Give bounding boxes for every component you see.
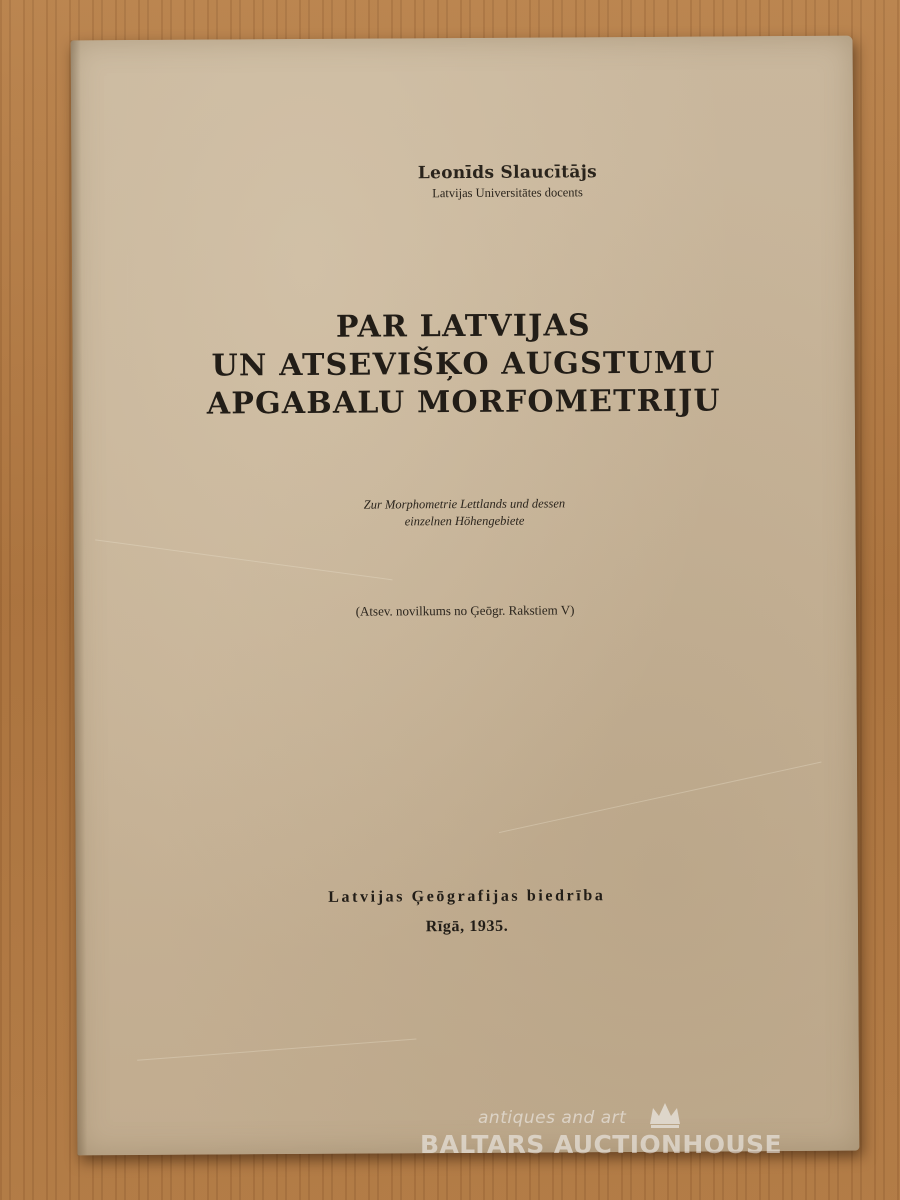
main-title-line: APGABALU MORFOMETRIJU [206,383,721,422]
offprint-note: (Atsev. novilkums no Ģeōgr. Rakstiem V) [355,602,575,619]
paper-crease [137,1039,416,1061]
author-title: Latvijas Universitātes docents [432,185,583,201]
german-subtitle [73,494,855,533]
publisher: Latvijas Ģeōgrafijas biedrība [328,887,606,906]
paper-crease [499,762,822,834]
watermark-tagline: antiques and art [478,1108,627,1128]
main-title [72,306,855,425]
author-name: Leonīds Slaucītājs [417,162,598,184]
main-title-line: UN ATSEVIŠĶO AUGSTUMU [211,345,716,384]
booklet-cover [71,36,860,1156]
author-block [71,161,853,204]
german-subtitle-line: einzelnen Höhengebiete [404,513,525,529]
main-title-line: PAR LATVIJAS [335,308,591,345]
watermark-brand: BALTARS AUCTIONHOUSE [420,1130,782,1159]
place-year: Rīgā, 1935. [425,917,509,936]
german-subtitle-line: Zur Morphometrie Lettlands und dessen [363,496,566,512]
paper-crease [95,539,392,580]
